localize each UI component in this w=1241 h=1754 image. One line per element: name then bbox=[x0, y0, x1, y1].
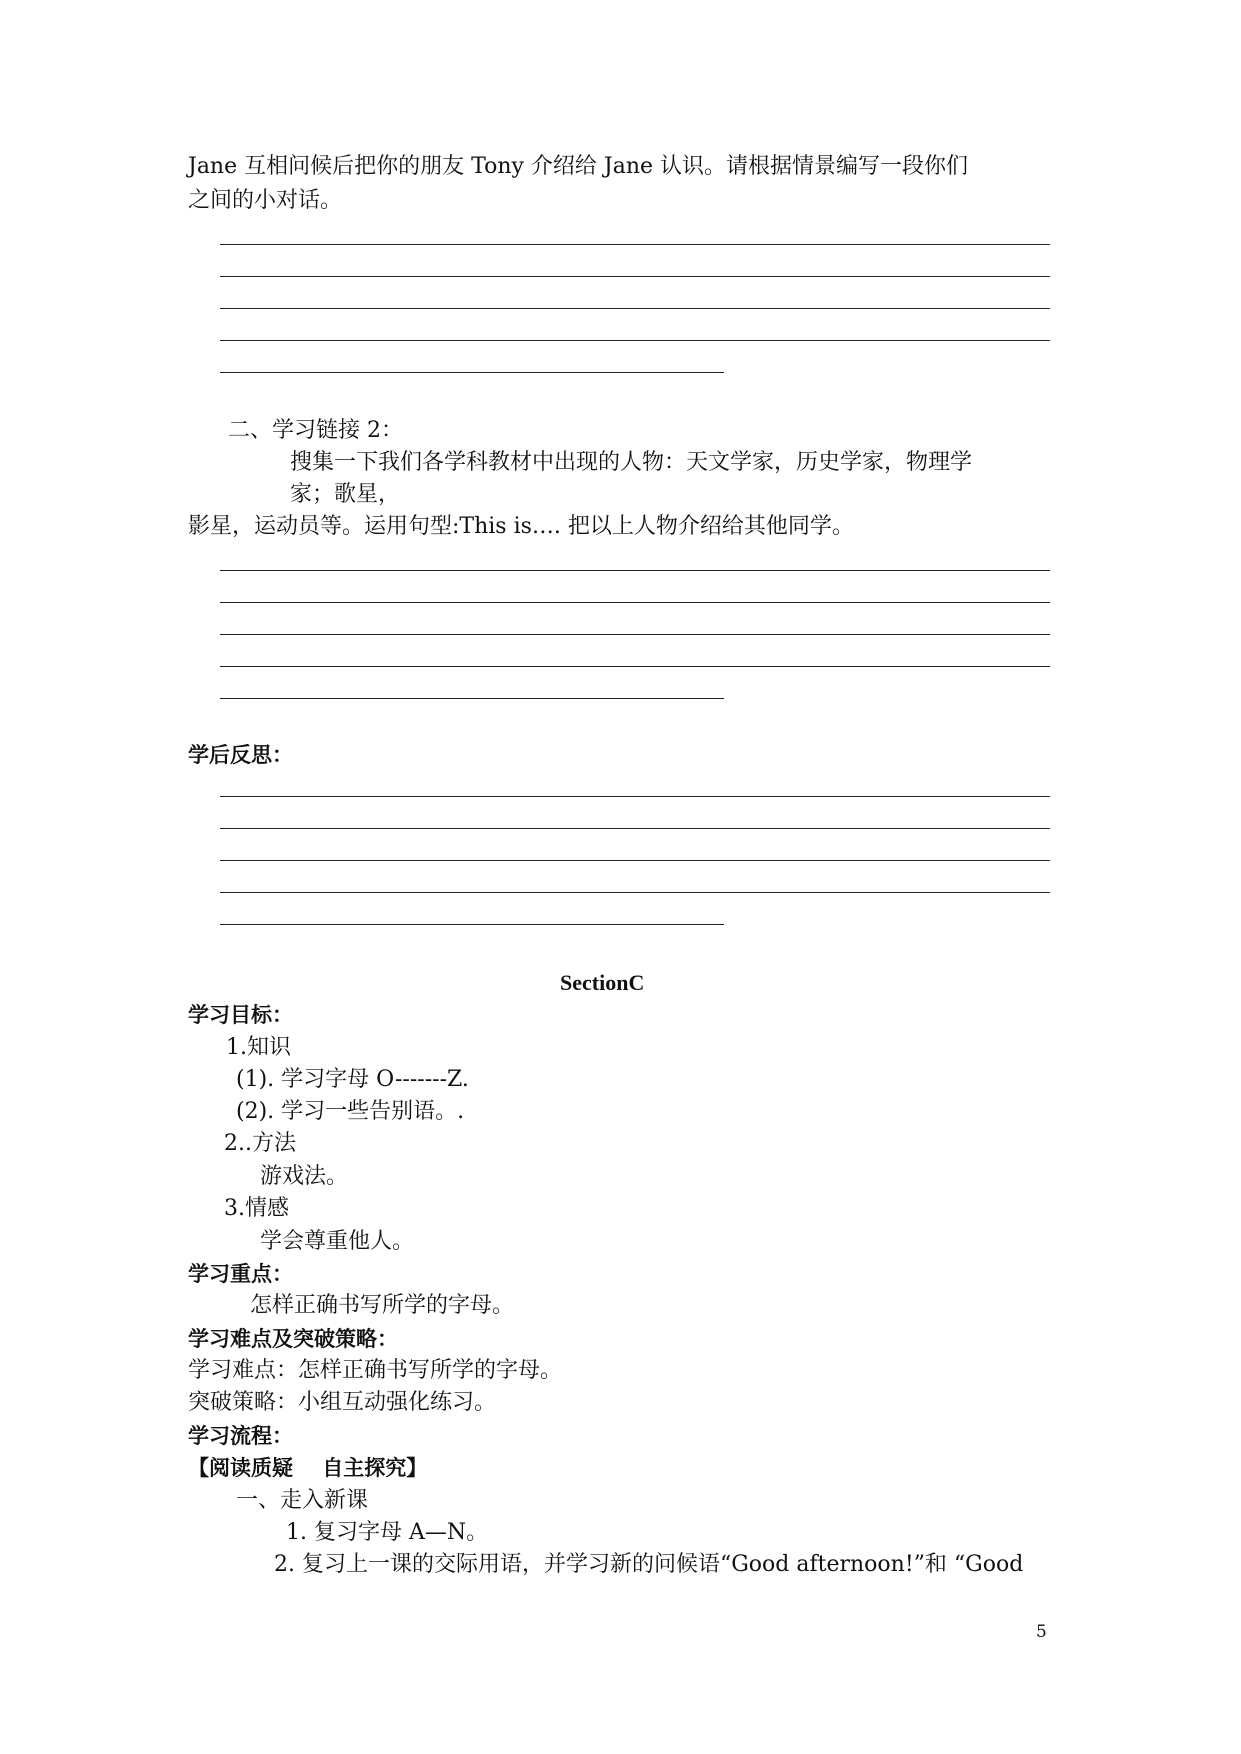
bracket-heading: 【阅读质疑 自主探究】 bbox=[188, 1456, 428, 1480]
reflection-heading: 学后反思： bbox=[188, 743, 293, 767]
goal-subitem: (1). 学习字母 O-------Z. bbox=[236, 1067, 469, 1092]
goal-subitem: (2). 学习一些告别语。. bbox=[236, 1099, 465, 1124]
paragraph-line: 家；歌星， bbox=[290, 482, 401, 507]
answer-line bbox=[220, 602, 1050, 603]
answer-line bbox=[220, 276, 1050, 277]
answer-line bbox=[220, 570, 1050, 571]
page-number: 5 bbox=[1036, 1622, 1047, 1642]
goals-heading: 学习目标： bbox=[188, 1003, 293, 1027]
answer-line bbox=[220, 924, 724, 925]
answer-line bbox=[220, 308, 1050, 309]
answer-line bbox=[220, 340, 1050, 341]
answer-line bbox=[220, 860, 1050, 861]
strategy-text: 突破策略：小组互动强化练习。 bbox=[188, 1390, 497, 1415]
answer-line bbox=[220, 698, 724, 699]
focus-heading: 学习重点： bbox=[188, 1262, 293, 1286]
answer-line bbox=[220, 892, 1050, 893]
answer-line bbox=[220, 634, 1050, 635]
goal-item: 1.知识 bbox=[226, 1035, 291, 1060]
difficulty-heading: 学习难点及突破策略： bbox=[188, 1327, 398, 1351]
section-heading: 二、学习链接 2： bbox=[228, 418, 403, 443]
answer-line bbox=[220, 828, 1050, 829]
section-title: SectionC bbox=[560, 970, 645, 995]
goal-text: 游戏法。 bbox=[260, 1164, 349, 1189]
step-heading: 一、走入新课 bbox=[236, 1488, 369, 1513]
answer-line bbox=[220, 244, 1050, 245]
paragraph-line: Jane 互相问候后把你的朋友 Tony 介绍给 Jane 认识。请根据情景编写一段你们 bbox=[188, 154, 969, 179]
process-heading: 学习流程： bbox=[188, 1424, 293, 1448]
goal-item: 3.情感 bbox=[224, 1196, 289, 1221]
step-item: 2. 复习上一课的交际用语，并学习新的问候语“Good afternoon!”和 “Good bbox=[274, 1552, 1024, 1577]
difficulty-text: 学习难点：怎样正确书写所学的字母。 bbox=[188, 1358, 563, 1383]
focus-text: 怎样正确书写所学的字母。 bbox=[250, 1293, 515, 1318]
goal-text: 学会尊重他人。 bbox=[260, 1229, 415, 1254]
paragraph-line: 影星，运动员等。运用句型:This is…. 把以上人物介绍给其他同学。 bbox=[188, 514, 854, 539]
paragraph-line: 搜集一下我们各学科教材中出现的人物：天文学家，历史学家，物理学 bbox=[290, 450, 973, 475]
goal-item: 2..方法 bbox=[224, 1131, 296, 1156]
answer-line bbox=[220, 372, 724, 373]
paragraph-line: 之间的小对话。 bbox=[188, 188, 343, 213]
answer-line bbox=[220, 666, 1050, 667]
answer-line bbox=[220, 796, 1050, 797]
step-item: 1. 复习字母 A—N。 bbox=[286, 1520, 489, 1545]
